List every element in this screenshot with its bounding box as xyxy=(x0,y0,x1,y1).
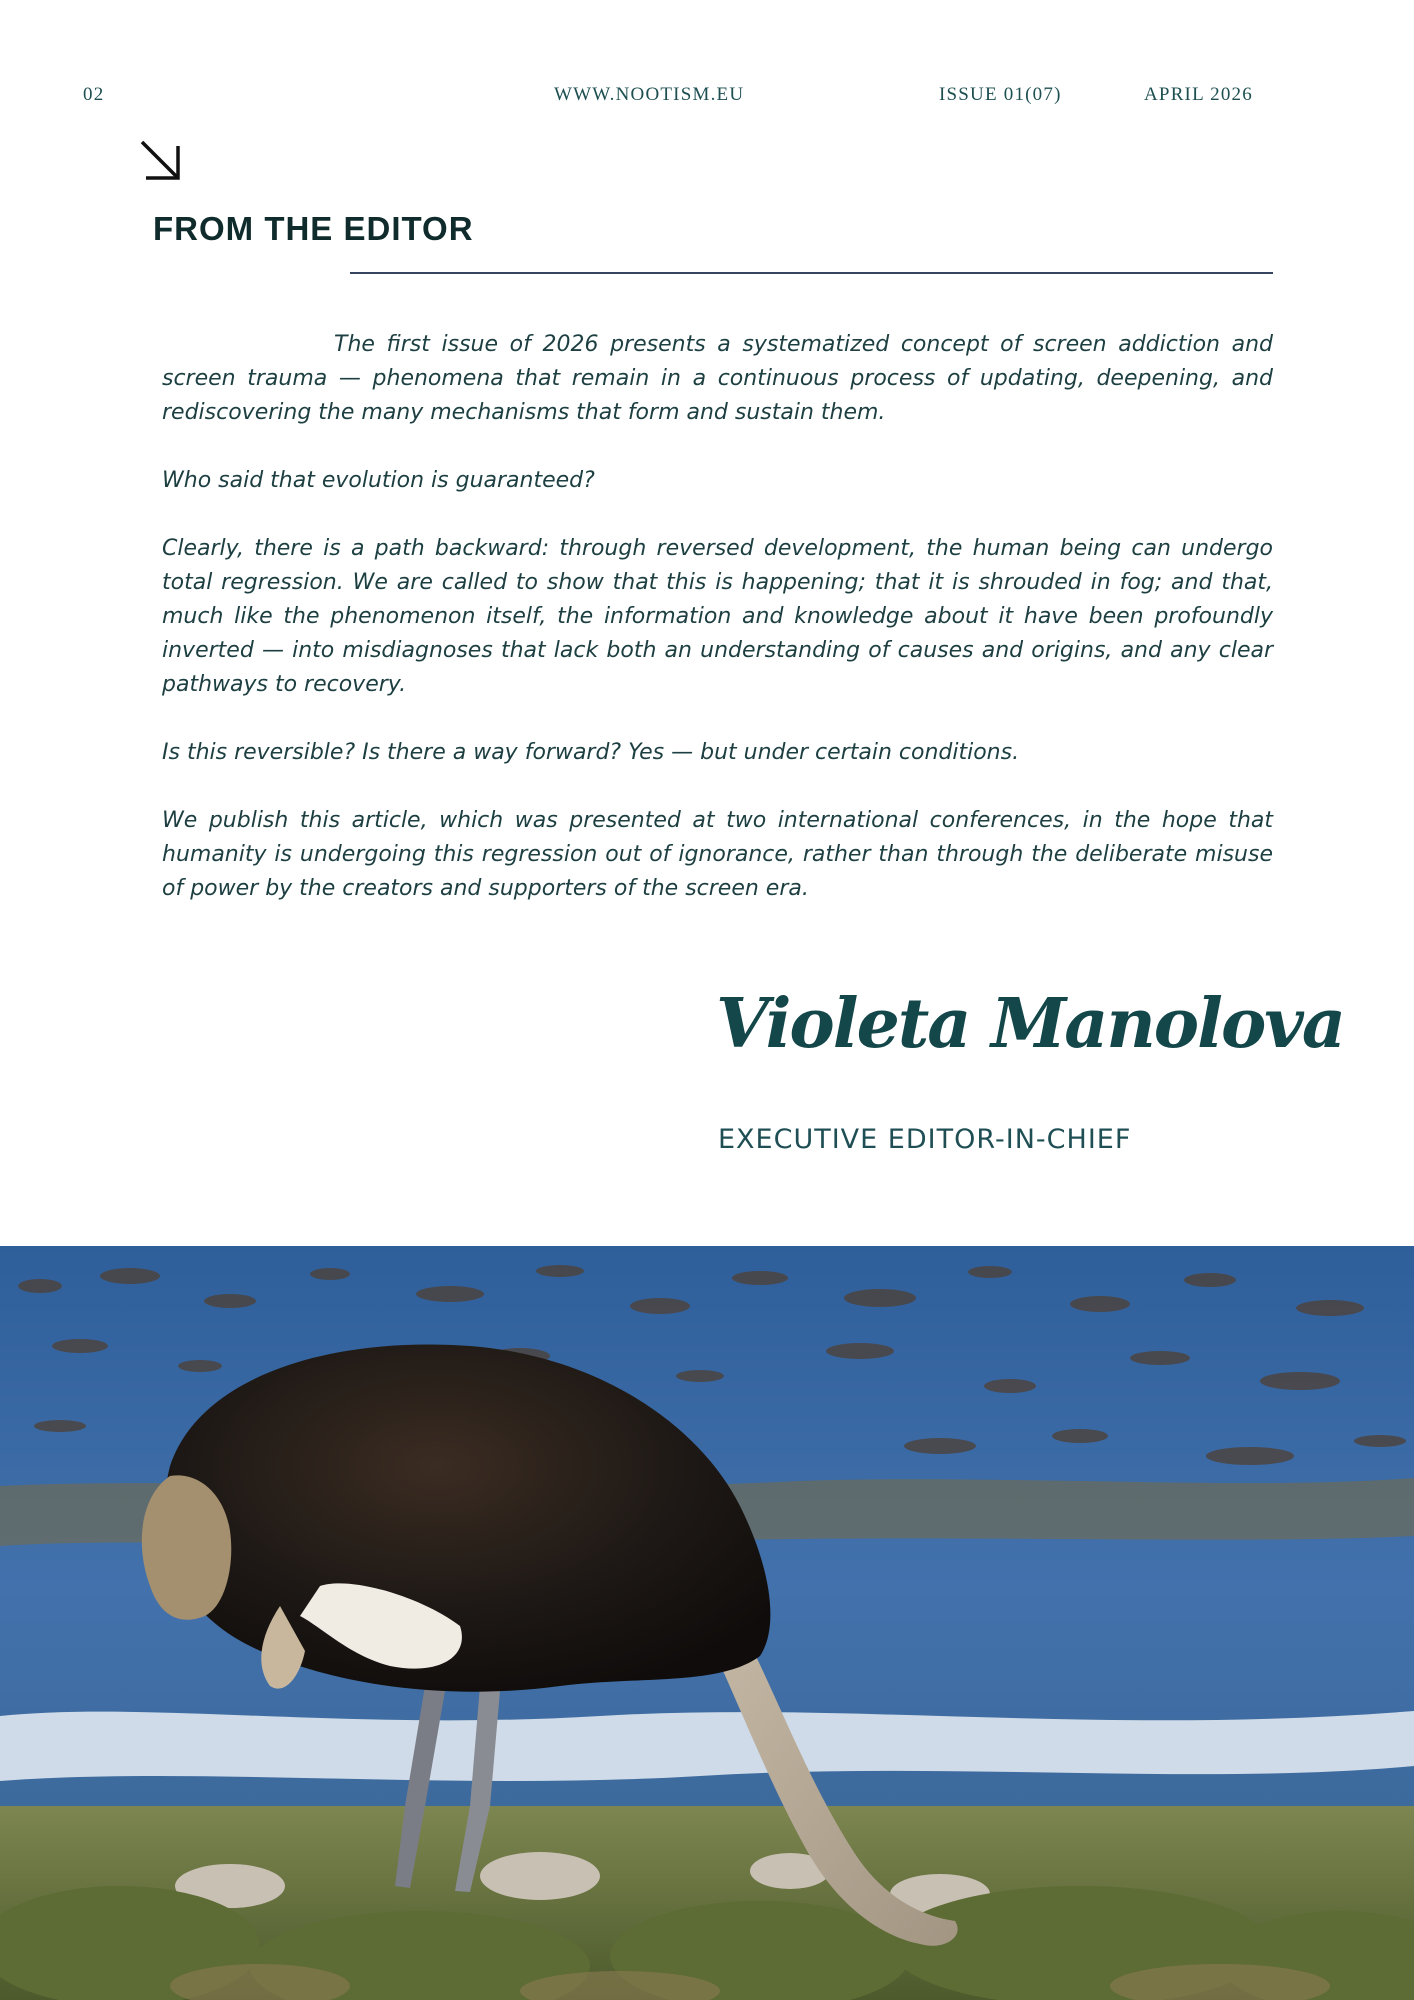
page-number: 02 xyxy=(83,84,105,105)
paragraph: Clearly, there is a path backward: through reversed development, the human being can undergo total regression. We are called to show that this is happening; that it is shrouded in fog; and that, much like the phenomenon itself, the information and knowledge about it have been profoundly inverted — into misdiagnoses that lack both an understanding of causes and origins, and any clear pathways to recovery. xyxy=(162,536,1273,697)
section-title: FROM THE EDITOR xyxy=(153,210,474,247)
paragraph: Who said that evolution is guaranteed? xyxy=(162,468,595,493)
issue-number: ISSUE 01(07) xyxy=(939,84,1062,105)
ostrich-photo xyxy=(0,1246,1414,2000)
editorial-text xyxy=(162,328,1273,940)
editor-signature: Violeta Manolova xyxy=(716,984,1344,1064)
editor-role: EXECUTIVE EDITOR-IN-CHIEF xyxy=(718,1124,1132,1155)
paragraph: The first issue of 2026 presents a systematized concept of screen addiction and screen trauma — phenomena that remain in a continuous process of updating, deepening, and rediscovering the many mechanisms that form and sustain them. xyxy=(162,332,1273,425)
ostrich-illustration xyxy=(0,1246,1414,2000)
issue-date: APRIL 2026 xyxy=(1144,84,1253,105)
paragraph: Is this reversible? Is there a way forward? Yes — but under certain conditions. xyxy=(162,740,1020,765)
paragraph: We publish this article, which was presented at two international conferences, in the hope that humanity is undergoing this regression out of ignorance, rather than through the deliberate misuse of power by the creators and supporters of the screen era. xyxy=(162,808,1273,901)
website-link[interactable]: WWW.NOOTISM.EU xyxy=(554,84,745,105)
arrow-down-right-icon xyxy=(138,138,184,184)
title-divider xyxy=(350,272,1273,274)
page-header xyxy=(0,84,1414,108)
